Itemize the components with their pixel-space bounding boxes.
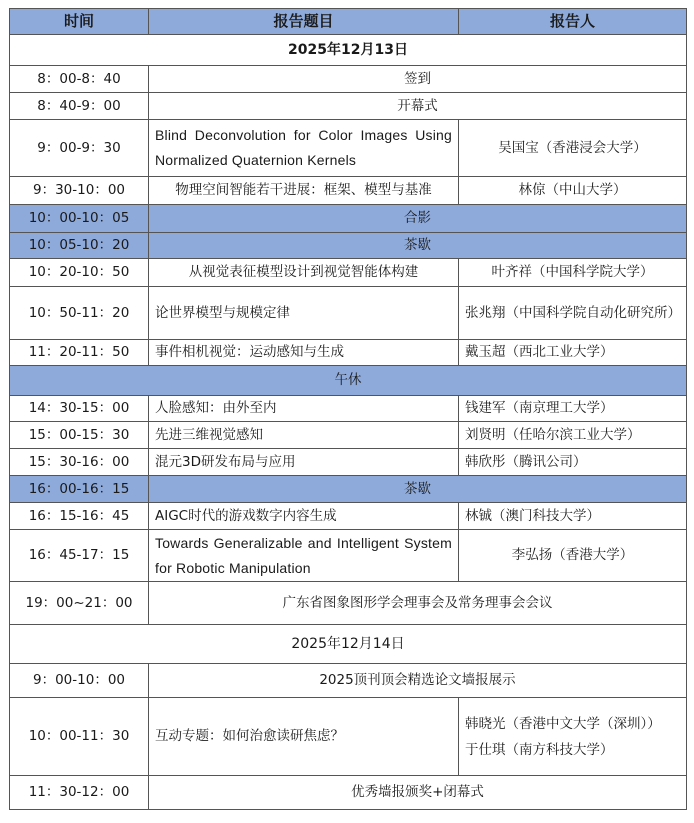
speaker-2: 于仕琪（南方科技大学）: [465, 741, 614, 758]
time-cell: 16：45-17：15: [10, 530, 149, 582]
table-row: [10, 449, 687, 476]
header-row: [10, 9, 687, 35]
schedule-table: [9, 8, 687, 810]
title-cell: 互动专题：如何治愈读研焦虑？: [149, 698, 459, 776]
table-row: [10, 476, 687, 503]
title-cell: 2025顶刊顶会精选论文墙报展示: [149, 664, 687, 698]
title-header: 报告题目: [149, 9, 459, 35]
time-cell: 9：00-9：30: [10, 120, 149, 177]
time-cell: 9：00-10：00: [10, 664, 149, 698]
title-cell: Towards Generalizable and Intelligent System for Robotic Manipulation: [149, 530, 459, 582]
table-row: [10, 66, 687, 93]
title-cell: 优秀墙报颁奖+闭幕式: [149, 776, 687, 810]
time-cell: 8：40-9：00: [10, 93, 149, 120]
table-row: [10, 698, 687, 776]
table-row: [10, 93, 687, 120]
table-row: [10, 259, 687, 287]
date-day1: 2025年12月13日: [10, 35, 687, 66]
time-cell: 10：00-10：05: [10, 205, 149, 233]
table-row: [10, 582, 687, 625]
time-cell: 16：00-16：15: [10, 476, 149, 503]
table-row: [10, 233, 687, 259]
time-cell: 10：05-10：20: [10, 233, 149, 259]
speaker-cell: [459, 698, 687, 776]
speaker-cell: 林倞（中山大学）: [459, 177, 687, 205]
time-cell: 19：00~21：00: [10, 582, 149, 625]
time-cell: 10：20-10：50: [10, 259, 149, 287]
table-row: [10, 776, 687, 810]
table-row: [10, 664, 687, 698]
table-row: [10, 503, 687, 530]
title-cell: AIGC时代的游戏数字内容生成: [149, 503, 459, 530]
table-row: [10, 530, 687, 582]
speaker-cell: 吴国宝（香港浸会大学）: [459, 120, 687, 177]
time-cell: 14：30-15：00: [10, 396, 149, 422]
title-cell: 签到: [149, 66, 687, 93]
title-cell: 午休: [10, 366, 687, 396]
title-cell: 论世界模型与规模定律: [149, 287, 459, 340]
speaker-cell: 戴玉超（西北工业大学）: [459, 340, 687, 366]
speaker-cell: 钱建军（南京理工大学）: [459, 396, 687, 422]
title-cell: 人脸感知：由外至内: [149, 396, 459, 422]
title-cell: 合影: [149, 205, 687, 233]
speaker-cell: 林铖（澳门科技大学）: [459, 503, 687, 530]
table-row: [10, 120, 687, 177]
time-cell: 15：00-15：30: [10, 422, 149, 449]
time-header: 时间: [10, 9, 149, 35]
date-row-day2: [10, 625, 687, 664]
table-row: [10, 422, 687, 449]
title-cell: 广东省图象图形学会理事会及常务理事会会议: [149, 582, 687, 625]
speaker-cell: 刘贤明（任哈尔滨工业大学）: [459, 422, 687, 449]
title-cell: Blind Deconvolution for Color Images Using Normalized Quaternion Kernels: [149, 120, 459, 177]
time-cell: 10：00-11：30: [10, 698, 149, 776]
time-cell: 9：30-10：00: [10, 177, 149, 205]
table-row: [10, 340, 687, 366]
speaker-1: 韩晓光（香港中文大学（深圳））: [465, 715, 661, 732]
date-row-day1: [10, 35, 687, 66]
speaker-cell: 叶齐祥（中国科学院大学）: [459, 259, 687, 287]
title-cell: 先进三维视觉感知: [149, 422, 459, 449]
speaker-cell: 张兆翔（中国科学院自动化研究所）: [459, 287, 687, 340]
title-cell: 从视觉表征模型设计到视觉智能体构建: [149, 259, 459, 287]
table-row: [10, 287, 687, 340]
time-cell: 15：30-16：00: [10, 449, 149, 476]
speaker-cell: 韩欣彤（腾讯公司）: [459, 449, 687, 476]
time-cell: 11：30-12：00: [10, 776, 149, 810]
title-cell: 开幕式: [149, 93, 687, 120]
table-row: [10, 177, 687, 205]
time-cell: 16：15-16：45: [10, 503, 149, 530]
title-cell: 茶歇: [149, 233, 687, 259]
title-cell: 混元3D研发布局与应用: [149, 449, 459, 476]
title-cell: 事件相机视觉：运动感知与生成: [149, 340, 459, 366]
time-cell: 10：50-11：20: [10, 287, 149, 340]
time-cell: 8：00-8：40: [10, 66, 149, 93]
table-row: [10, 205, 687, 233]
title-cell: 物理空间智能若干进展：框架、模型与基准: [149, 177, 459, 205]
table-row: [10, 396, 687, 422]
date-day2: 2025年12月14日: [10, 625, 687, 664]
time-cell: 11：20-11：50: [10, 340, 149, 366]
speaker-cell: 李弘扬（香港大学）: [459, 530, 687, 582]
table-row: [10, 366, 687, 396]
title-cell: 茶歇: [149, 476, 687, 503]
speaker-header: 报告人: [459, 9, 687, 35]
